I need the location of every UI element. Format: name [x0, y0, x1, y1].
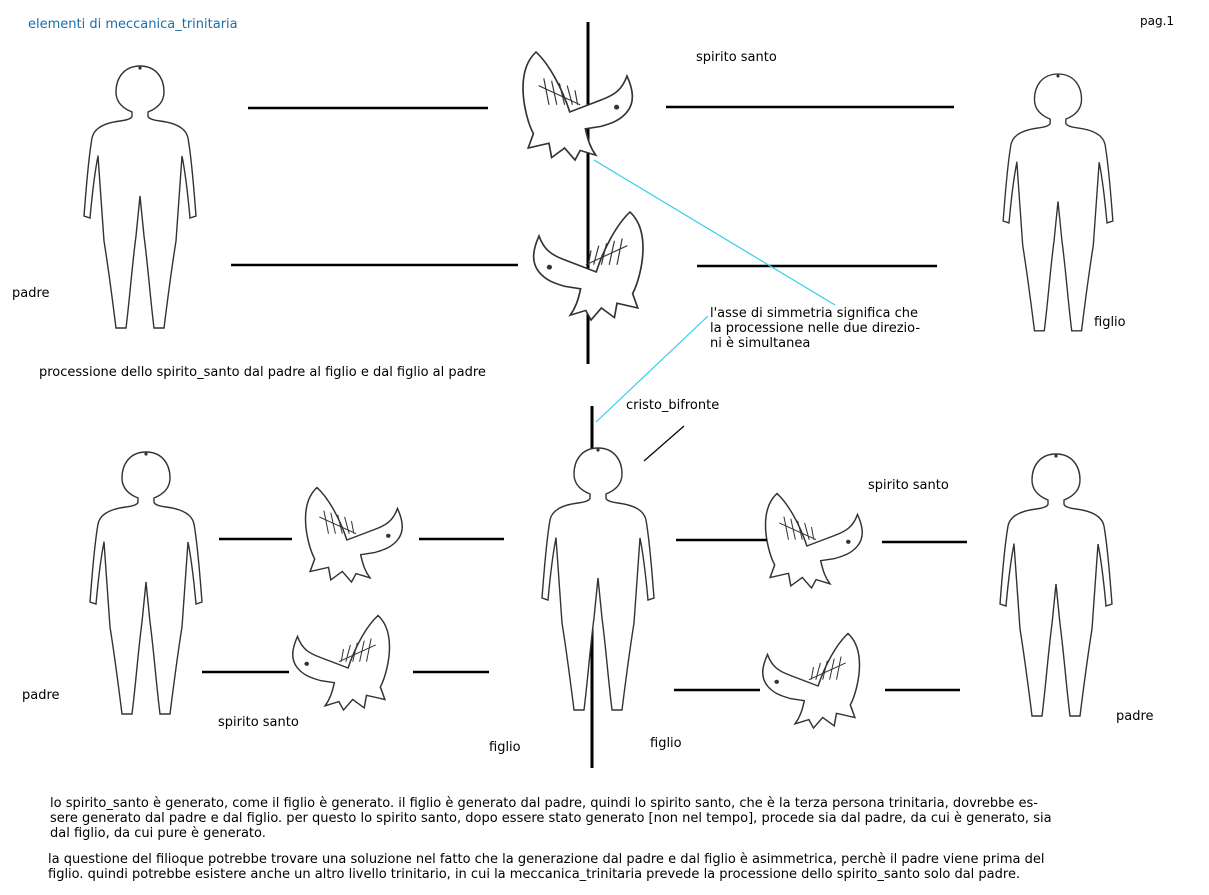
label-figlio-right: figlio [650, 736, 682, 751]
paragraph-1: lo spirito_santo è generato, come il figlio è generato. il figlio è generato dal padre, quindi lo spirito santo, che è la terza persona trinitaria, dovrebbe es- sere generato dal padre e dal figlio. per questo lo spirito santo, dopo essere stato generato [non nel tempo], procede sia dal padre, da cui è generato, sia dal figlio, da cui pure è generato. [50, 796, 1052, 841]
top-dove-upper [523, 52, 632, 160]
bottom-cristo-figure [542, 448, 654, 710]
label-spirito-santo-right: spirito santo [868, 478, 949, 493]
label-padre-bottom-left: padre [22, 688, 60, 703]
bottom-padre-left-figure [90, 452, 202, 714]
label-cristo-bifronte: cristo_bifronte [626, 398, 720, 413]
label-padre-bottom-right: padre [1116, 709, 1154, 724]
label-spirito-santo-left: spirito santo [218, 715, 299, 730]
page-title: elementi di meccanica_trinitaria [28, 17, 238, 32]
page-number: pag.1 [1140, 14, 1175, 28]
label-figlio-top: figlio [1094, 315, 1126, 330]
cristo-pointer [644, 426, 684, 461]
symmetry-note: l'asse di simmetria significa che la processione nelle due direzio- ni è simultanea [710, 306, 921, 351]
top-figlio-figure [1003, 74, 1113, 331]
label-spirito-santo-top: spirito santo [696, 50, 777, 65]
label-padre-top: padre [12, 286, 50, 301]
paragraph-2: la questione del filioque potrebbe trovare una soluzione nel fatto che la generazione dal padre e dal figlio è asimmetrica, perchè il padre viene prima del figlio. quindi potrebbe esistere anche un altro livello trinitario, in cui la meccanica_trinitaria prevede la processione dello spirito_santo solo dal padre. [48, 852, 1045, 882]
label-figlio-center: figlio [489, 740, 521, 755]
top-caption: processione dello spirito_santo dal padre al figlio e dal figlio al padre [39, 365, 486, 380]
top-padre-figure [84, 66, 196, 328]
bottom-padre-right-figure [1000, 454, 1112, 716]
top-connector-lines [231, 107, 954, 266]
